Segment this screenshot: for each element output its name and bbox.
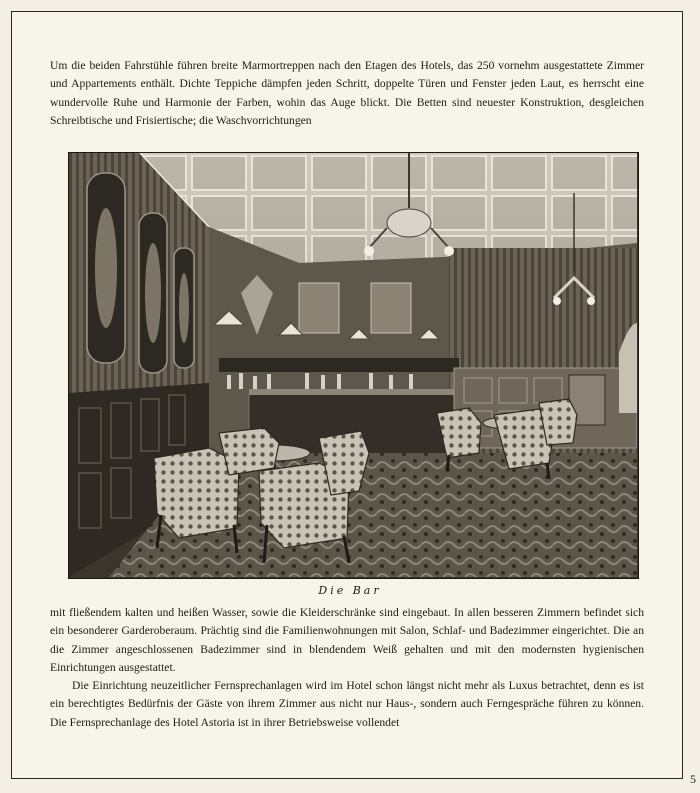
top-text-block — [50, 57, 644, 130]
bottom-paragraph-1: mit fließendem kalten und heißen Wasser, sowie die Kleiderschränke sind eingebaut. In allen besseren Zimmern befindet sich ein besonderer Garderoberaum. Prächtig sind die Familienwohnungen mit Salon, Schlaf- und Badezimmer eingerichtet. Die an die Zimmer angeschlossenen Badezimmer sind in blendendem Weiß gehalten und mit den modernsten hygienischen Einrichtungen ausgestattet. — [50, 606, 644, 674]
page-number: 5 — [690, 772, 696, 786]
top-paragraph: Um die beiden Fahrstühle führen breite Marmortreppen nach den Etagen des Hotels, das 250 vornehm ausgestattete Zimmer und Appartements enthält. Dichte Teppiche dämpfen jeden Schritt, doppelte Türen und Fenster jeden Laut, es herrscht eine wundervolle Ruhe und Harmonie der Farben, wohin das Auge blickt. Die Betten sind neuester Konstruktion, desgleichen Schreibtische und Frisiertische; die Waschvorrichtungen — [50, 59, 644, 127]
bar-photo — [68, 152, 639, 579]
photo-caption: Die Bar — [318, 584, 382, 597]
bottom-paragraph-2: Die Einrichtung neuzeitlicher Fernsprechanlagen wird im Hotel schon längst nicht mehr als Luxus betrachtet, denn es ist ein berechtigtes Bedürfnis der Gäste von ihrem Zimmer aus nicht nur Haus-, sondern auch Ferngespräche führen zu können. Die Fernsprechanlage des Hotel Astoria ist in ihrer Betriebsweise vollendet — [50, 679, 644, 729]
bottom-text-block — [50, 604, 644, 732]
